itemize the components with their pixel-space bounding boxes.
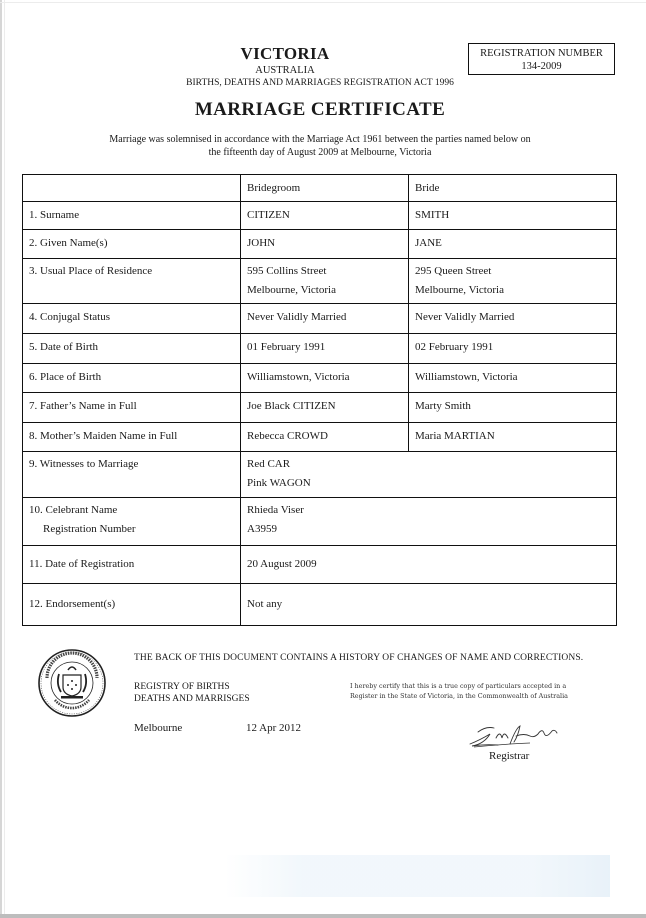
- table-row-date-of-birth: [23, 334, 617, 364]
- bride-value: JANE: [409, 230, 617, 259]
- page-edge: [4, 0, 5, 918]
- celebrant-label: 10. Celebrant Name: [29, 504, 118, 516]
- registration-number-box: [468, 43, 615, 75]
- page-edge: [0, 0, 2, 918]
- bride-address-line: Melbourne, Victoria: [415, 284, 504, 296]
- celebrant-value: [241, 498, 617, 546]
- groom-value: JOHN: [241, 230, 409, 259]
- row-label: 1. Surname: [23, 202, 241, 230]
- page-edge: [0, 2, 646, 3]
- certificate-title: MARRIAGE CERTIFICATE: [194, 99, 446, 120]
- issue-place: Melbourne: [134, 722, 183, 734]
- groom-value: Joe Black CITIZEN: [241, 393, 409, 423]
- header-cell-empty: [23, 175, 241, 202]
- celebrant-registration-number: A3959: [247, 523, 277, 535]
- bride-value: Never Validly Married: [409, 304, 617, 334]
- registration-number-value: 134-2009: [521, 61, 562, 72]
- intro-line: the fifteenth day of August 2009 at Melbourne, Victoria: [208, 147, 432, 158]
- registry-line: DEATHS AND MARRISGES: [134, 694, 250, 704]
- act-heading: BIRTHS, DEATHS AND MARRIAGES REGISTRATION ACT 1996: [186, 78, 454, 88]
- certify-line: Register in the State of Victoria, in the Commonwealth of Australia: [350, 692, 568, 700]
- registrar-label: Registrar: [489, 750, 530, 762]
- row-label: 3. Usual Place of Residence: [23, 259, 241, 304]
- signature-icon: [466, 722, 561, 750]
- row-label: 9. Witnesses to Marriage: [23, 452, 241, 498]
- bride-value: 02 February 1991: [409, 334, 617, 364]
- table-row-conjugal-status: [23, 304, 617, 334]
- groom-value: Williamstown, Victoria: [241, 364, 409, 393]
- registration-date-value: 20 August 2009: [241, 546, 617, 584]
- table-header-row: [23, 175, 617, 202]
- row-label: 8. Mother’s Maiden Name in Full: [23, 423, 241, 452]
- intro-text: [60, 133, 580, 159]
- celebrant-name: Rhieda Viser: [247, 504, 304, 516]
- table-row-given-names: [23, 230, 617, 259]
- bride-value: Williamstown, Victoria: [409, 364, 617, 393]
- faint-watermark: [225, 855, 610, 897]
- row-label: 4. Conjugal Status: [23, 304, 241, 334]
- witness-name: Red CAR: [247, 458, 291, 470]
- table-row-place-of-birth: [23, 364, 617, 393]
- registry-line: REGISTRY OF BIRTHS: [134, 682, 230, 692]
- row-label: 5. Date of Birth: [23, 334, 241, 364]
- seal-icon: [37, 648, 107, 718]
- bride-value: [409, 259, 617, 304]
- state-heading: VICTORIA: [240, 44, 330, 63]
- table-row-mother: [23, 423, 617, 452]
- bride-value: Marty Smith: [409, 393, 617, 423]
- bride-value: Maria MARTIAN: [409, 423, 617, 452]
- back-of-document-note: THE BACK OF THIS DOCUMENT CONTAINS A HISTORY OF CHANGES OF NAME AND CORRECTIONS.: [134, 653, 584, 663]
- certify-line: I hereby certify that this is a true copy of particulars accepted in a: [350, 682, 567, 690]
- row-label: 2. Given Name(s): [23, 230, 241, 259]
- table-row-celebrant: [23, 498, 617, 546]
- marriage-details-table: [22, 174, 617, 626]
- country-heading: AUSTRALIA: [255, 65, 315, 76]
- bride-value: SMITH: [409, 202, 617, 230]
- table-row-witnesses: [23, 452, 617, 498]
- table-row-registration-date: [23, 546, 617, 584]
- page-edge: [0, 914, 646, 918]
- issue-date: 12 Apr 2012: [246, 722, 301, 734]
- endorsements-value: Not any: [241, 584, 617, 626]
- intro-line: Marriage was solemnised in accordance with the Marriage Act 1961 between the parties named below on: [109, 134, 531, 145]
- table-row-father: [23, 393, 617, 423]
- groom-address-line: 595 Collins Street: [247, 265, 327, 277]
- groom-value: CITIZEN: [241, 202, 409, 230]
- groom-address-line: Melbourne, Victoria: [247, 284, 336, 296]
- certification-statement: [350, 681, 568, 701]
- groom-value: 01 February 1991: [241, 334, 409, 364]
- bride-address-line: 295 Queen Street: [415, 265, 492, 277]
- row-label: 11. Date of Registration: [23, 546, 241, 584]
- row-label: 6. Place of Birth: [23, 364, 241, 393]
- registry-name: [134, 681, 250, 705]
- table-row-endorsements: [23, 584, 617, 626]
- groom-value: Rebecca CROWD: [241, 423, 409, 452]
- witnesses-value: [241, 452, 617, 498]
- groom-value: Never Validly Married: [241, 304, 409, 334]
- groom-value: [241, 259, 409, 304]
- row-label: 12. Endorsement(s): [23, 584, 241, 626]
- header-cell-bridegroom: Bridegroom: [241, 175, 409, 202]
- row-label: [23, 498, 241, 546]
- row-label: 7. Father’s Name in Full: [23, 393, 241, 423]
- table-row-residence: [23, 259, 617, 304]
- table-row-surname: [23, 202, 617, 230]
- celebrant-registration-label: Registration Number: [43, 523, 136, 535]
- header-cell-bride: Bride: [409, 175, 617, 202]
- witness-name: Pink WAGON: [247, 477, 311, 489]
- registration-number-label: REGISTRATION NUMBER: [480, 48, 603, 59]
